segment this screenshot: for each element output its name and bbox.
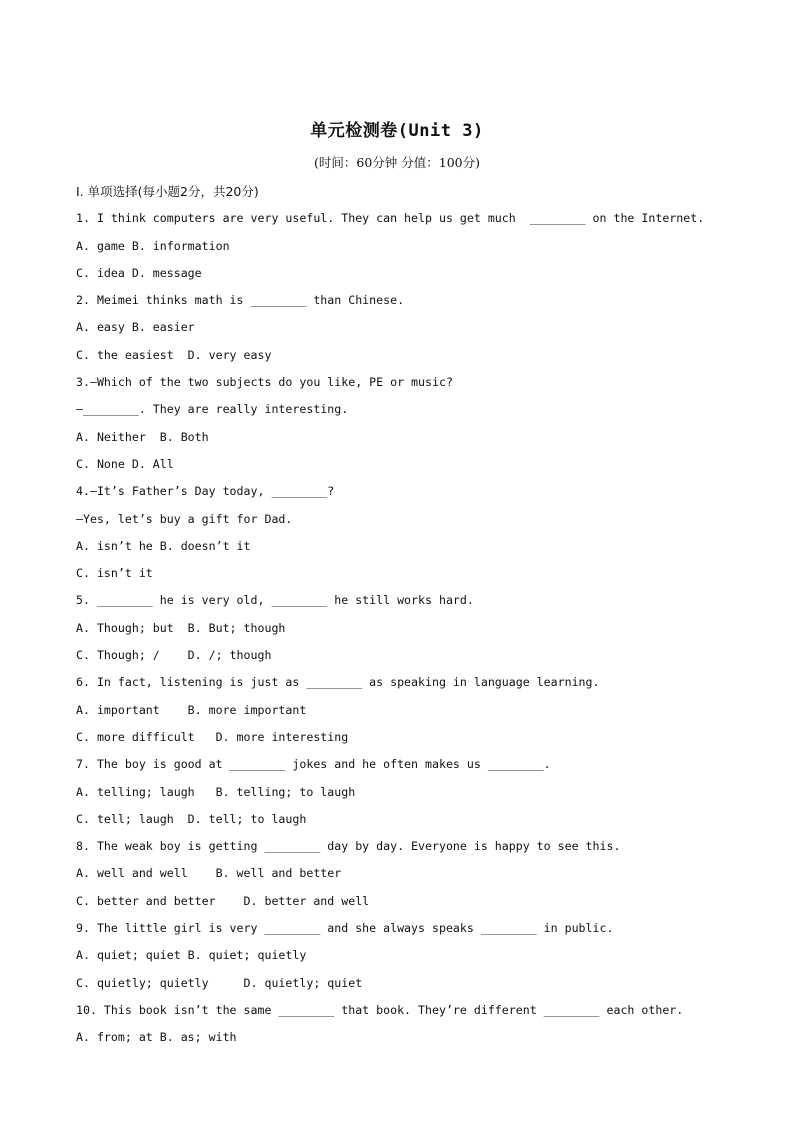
question-10-options-ab: A. from; at B. as; with — [76, 1030, 237, 1045]
question-9-stem: 9. The little girl is very ________ and she always speaks ________ in public. — [76, 921, 614, 936]
question-4-stem: 4.—It’s Father’s Day today, ________? — [76, 484, 335, 499]
question-6-options-cd: C. more difficult D. more interesting — [76, 729, 349, 744]
question-5-stem: 5. ________ he is very old, ________ he still works hard. — [76, 593, 474, 608]
question-8-stem: 8. The weak boy is getting ________ day by day. Everyone is happy to see this. — [76, 839, 621, 854]
question-7-stem: 7. The boy is good at ________ jokes and he often makes us ________. — [76, 757, 551, 772]
exam-time-and-score: (时间：60分钟 分值：100分) — [314, 155, 480, 170]
question-1-options-cd: C. idea D. message — [76, 265, 202, 280]
question-1-stem: 1. I think computers are very useful. They can help us get much ________ on the Internet. — [76, 211, 705, 226]
question-4-reply: —Yes, let’s buy a gift for Dad. — [76, 511, 293, 526]
question-7-options-ab: A. telling; laugh B. telling; to laugh — [76, 784, 356, 799]
question-2-options-cd: C. the easiest D. very easy — [76, 347, 272, 362]
question-4-options-c: C. isn’t it — [76, 566, 153, 581]
question-9-options-ab: A. quiet; quiet B. quiet; quietly — [76, 948, 307, 963]
question-3-options-cd: C. None D. All — [76, 456, 174, 471]
question-8-options-ab: A. well and well B. well and better — [76, 866, 342, 881]
page-title: 单元检测卷(Unit 3) — [310, 121, 484, 141]
section-heading: Ⅰ. 单项选择(每小题2分，共20分) — [76, 184, 259, 199]
question-list — [76, 178, 736, 1052]
question-1-options-ab: A. game B. information — [76, 238, 230, 253]
question-2-options-ab: A. easy B. easier — [76, 320, 195, 335]
question-5-options-ab: A. Though; but B. But; though — [76, 620, 286, 635]
question-2-stem: 2. Meimei thinks math is ________ than Chinese. — [76, 293, 405, 308]
question-9-options-cd: C. quietly; quietly D. quietly; quiet — [76, 975, 363, 990]
question-3-reply: —________. They are really interesting. — [76, 402, 349, 417]
question-10-stem: 10. This book isn’t the same ________ that book. They’re different ________ each other. — [76, 1002, 684, 1017]
question-6-stem: 6. In fact, listening is just as ________ as speaking in language learning. — [76, 675, 600, 690]
question-3-stem: 3.—Which of the two subjects do you like, PE or music? — [76, 375, 453, 390]
question-3-options-ab: A. Neither B. Both — [76, 429, 209, 444]
question-7-options-cd: C. tell; laugh D. tell; to laugh — [76, 811, 307, 826]
question-6-options-ab: A. important B. more important — [76, 702, 307, 717]
question-5-options-cd: C. Though; / D. /; though — [76, 648, 272, 663]
question-8-options-cd: C. better and better D. better and well — [76, 893, 370, 908]
question-4-options-ab: A. isn’t he B. doesn’t it — [76, 538, 251, 553]
